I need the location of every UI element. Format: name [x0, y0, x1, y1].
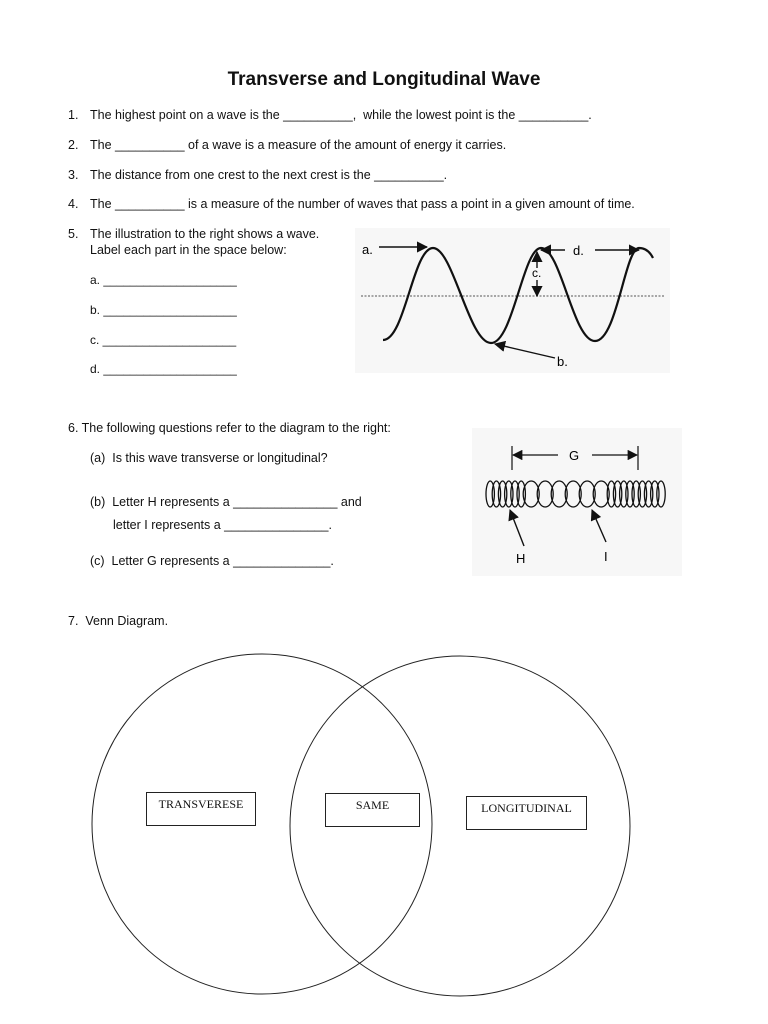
q4-number: 4.: [68, 197, 79, 211]
q5-answer-a: a. ____________________: [90, 273, 237, 287]
q5-answer-c: c. ____________________: [90, 333, 237, 347]
q6-intro: 6. The following questions refer to the diagram to the right:: [68, 421, 391, 435]
venn-label-transverse: TRANSVERESE: [146, 792, 256, 826]
wave-label-b: b.: [557, 354, 568, 369]
q6-b-line2: letter I represents a _______________.: [113, 518, 332, 532]
longitudinal-wave-diagram: [472, 428, 682, 576]
venn-label-same: SAME: [325, 793, 420, 827]
venn-label-longitudinal: LONGITUDINAL: [466, 796, 587, 830]
q5-line2: Label each part in the space below:: [90, 243, 287, 257]
wave-label-d: d.: [573, 243, 584, 258]
q5-answer-b: b. ____________________: [90, 303, 237, 317]
q4-text: The __________ is a measure of the number of waves that pass a point in a given amount of time.: [90, 197, 635, 211]
wave-label-c: c.: [532, 266, 542, 280]
spring-label-i: I: [604, 549, 608, 564]
spring-label-g: G: [569, 448, 580, 463]
transverse-wave-diagram: [355, 228, 670, 373]
q5-number: 5.: [68, 227, 79, 241]
wave-label-a: a.: [362, 242, 373, 257]
q2-text: The __________ of a wave is a measure of the amount of energy it carries.: [90, 138, 507, 152]
spring-label-h: H: [516, 551, 526, 566]
q6-c: (c) Letter G represents a ______________.: [90, 554, 334, 568]
venn-diagram: [0, 640, 768, 1024]
q1-text: The highest point on a wave is the __________, while the lowest point is the __________.: [90, 108, 592, 122]
q7-text: 7. Venn Diagram.: [68, 614, 169, 628]
q5-answer-d: d. ____________________: [90, 362, 237, 376]
q5-line1: The illustration to the right shows a wave.: [90, 227, 320, 241]
q3-number: 3.: [68, 168, 79, 182]
q1-number: 1.: [68, 108, 79, 122]
q3-text: The distance from one crest to the next crest is the __________.: [90, 168, 448, 182]
q6-a: (a) Is this wave transverse or longitudinal?: [90, 451, 328, 465]
q6-b-line1: (b) Letter H represents a _______________ and: [90, 495, 362, 509]
q2-number: 2.: [68, 138, 79, 152]
page-title: Transverse and Longitudinal Wave: [227, 69, 541, 90]
